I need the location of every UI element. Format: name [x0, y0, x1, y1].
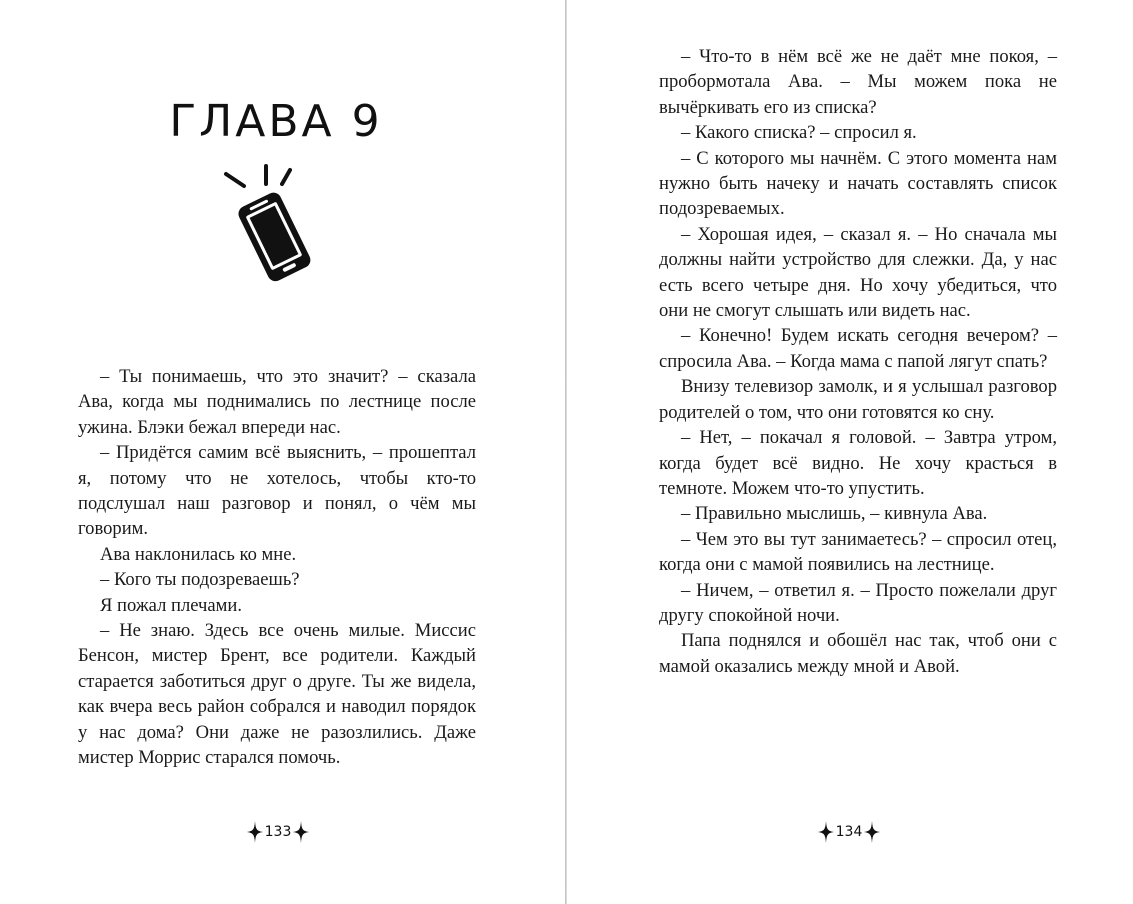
- paragraph: – Что-то в нём всё же не даёт мне покоя, – пробормотала Ава. – Мы можем пока не вычёркивать его из списка?: [659, 46, 1057, 118]
- paragraph: Папа поднялся и обошёл нас так, чтоб они с мамой оказались между мной и Авой.: [659, 630, 1057, 677]
- paragraph: – Придётся самим всё выяснить, – прошептал я, потому что не хотелось, чтобы кто-то подслушал наш разговор и понял, о чём мы говорим.: [78, 442, 476, 540]
- right-page-text: [659, 44, 1057, 679]
- paragraph: – Не знаю. Здесь все очень милые. Миссис Бенсон, мистер Брент, все родители. Каждый старается заботиться друг о друге. Ты же видела, как вчера весь район собрался и наводил порядок у нас дома? Они даже не разозлились. Даже мистер Моррис старался помочь.: [78, 620, 476, 769]
- chapter-title: ГЛАВА 9: [169, 96, 383, 147]
- paragraph: Ава наклонилась ко мне.: [100, 543, 297, 565]
- paragraph: – Кого ты подозреваешь?: [100, 569, 300, 591]
- page-number: 134: [835, 824, 863, 840]
- paragraph: Внизу телевизор замолк, и я услышал разговор родителей о том, что они готовятся ко сну.: [659, 376, 1057, 423]
- paragraph: – Ты понимаешь, что это значит? – сказала Ава, когда мы поднимались по лестнице после ужина. Блэки бежал впереди нас.: [78, 366, 476, 438]
- sparkle-star-icon: [864, 821, 880, 843]
- left-page: [0, 0, 565, 904]
- paragraph: – Правильно мыслишь, – кивнула Ава.: [681, 503, 988, 525]
- paragraph: Я пожал плечами.: [100, 594, 243, 616]
- ringing-phone-icon: [218, 160, 328, 285]
- paragraph: – Нет, – покачал я головой. – Завтра утром, когда будет всё видно. Не хочу красться в темноте. Можем что-то упустить.: [659, 427, 1057, 499]
- paragraph: – Ничем, – ответил я. – Просто пожелали друг другу спокойной ночи.: [659, 579, 1057, 626]
- page-number: 133: [264, 824, 292, 840]
- paragraph: – Конечно! Будем искать сегодня вечером? – спросила Ава. – Когда мама с папой лягут спать?: [659, 325, 1057, 372]
- sparkle-star-icon: [247, 821, 263, 843]
- page-number-133: [228, 818, 328, 846]
- paragraph: – Чем это вы тут занимаетесь? – спросил отец, когда они с мамой появились на лестнице.: [659, 528, 1057, 576]
- page-number-134: [799, 818, 899, 846]
- sparkle-star-icon: [818, 821, 834, 843]
- paragraph: – Хорошая идея, – сказал я. – Но сначала мы должны найти устройство для слежки. Да, у нас есть всего четыре дня. Но хочу убедиться, что они не смогут слышать или видеть нас.: [659, 223, 1057, 322]
- paragraph: – Какого списка? – спросил я.: [681, 122, 917, 144]
- right-page: [567, 0, 1133, 904]
- paragraph: – С которого мы начнём. С этого момента нам нужно быть начеку и начать составлять список подозреваемых.: [659, 147, 1057, 220]
- left-page-text: [78, 364, 476, 771]
- sparkle-star-icon: [293, 821, 309, 843]
